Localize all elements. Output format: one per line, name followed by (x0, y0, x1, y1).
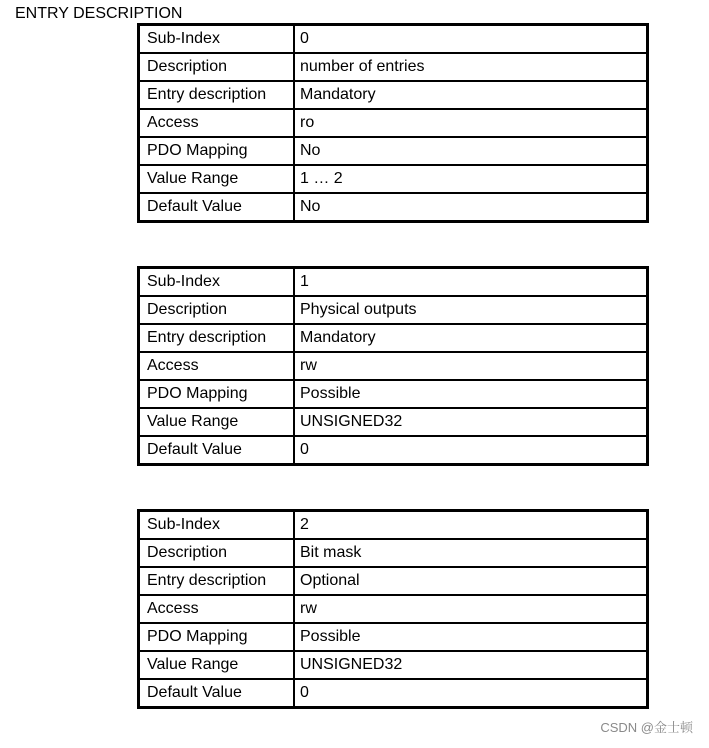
page-title: ENTRY DESCRIPTION (15, 5, 183, 22)
table-row (139, 81, 648, 109)
entry-table-sub-index-0 (137, 23, 649, 223)
label-access: Access (139, 352, 295, 380)
label-value-range: Value Range (139, 165, 295, 193)
value-sub-index: 1 (294, 268, 648, 297)
value-description: Bit mask (294, 539, 648, 567)
table-row (139, 324, 648, 352)
table-row (139, 511, 648, 540)
label-default-value: Default Value (139, 193, 295, 222)
value-entry-description: Mandatory (294, 81, 648, 109)
table-row (139, 193, 648, 222)
value-sub-index: 0 (294, 25, 648, 54)
value-entry-description: Optional (294, 567, 648, 595)
table-row (139, 109, 648, 137)
table-row (139, 296, 648, 324)
table-row (139, 436, 648, 465)
watermark: CSDN @金士顿 (600, 720, 693, 735)
table-row (139, 352, 648, 380)
label-entry-description: Entry description (139, 324, 295, 352)
value-value-range: 1 … 2 (294, 165, 648, 193)
label-entry-description: Entry description (139, 81, 295, 109)
table-row (139, 25, 648, 54)
label-value-range: Value Range (139, 651, 295, 679)
value-pdo-mapping: Possible (294, 380, 648, 408)
label-access: Access (139, 109, 295, 137)
table-row (139, 165, 648, 193)
table-row (139, 137, 648, 165)
table-row (139, 380, 648, 408)
value-access: rw (294, 352, 648, 380)
entry-table-sub-index-1 (137, 266, 649, 466)
table-row (139, 408, 648, 436)
entry-table-sub-index-2 (137, 509, 649, 709)
label-description: Description (139, 539, 295, 567)
value-access: rw (294, 595, 648, 623)
value-pdo-mapping: No (294, 137, 648, 165)
label-sub-index: Sub-Index (139, 25, 295, 54)
value-default-value: 0 (294, 436, 648, 465)
table-row (139, 268, 648, 297)
label-sub-index: Sub-Index (139, 268, 295, 297)
label-value-range: Value Range (139, 408, 295, 436)
value-value-range: UNSIGNED32 (294, 408, 648, 436)
label-description: Description (139, 296, 295, 324)
value-access: ro (294, 109, 648, 137)
table-row (139, 539, 648, 567)
label-entry-description: Entry description (139, 567, 295, 595)
label-sub-index: Sub-Index (139, 511, 295, 540)
table-row (139, 567, 648, 595)
label-pdo-mapping: PDO Mapping (139, 137, 295, 165)
table-row (139, 53, 648, 81)
label-default-value: Default Value (139, 436, 295, 465)
value-default-value: No (294, 193, 648, 222)
value-pdo-mapping: Possible (294, 623, 648, 651)
value-description: Physical outputs (294, 296, 648, 324)
value-sub-index: 2 (294, 511, 648, 540)
label-pdo-mapping: PDO Mapping (139, 380, 295, 408)
value-description: number of entries (294, 53, 648, 81)
label-default-value: Default Value (139, 679, 295, 708)
table-row (139, 679, 648, 708)
table-row (139, 595, 648, 623)
value-value-range: UNSIGNED32 (294, 651, 648, 679)
table-row (139, 651, 648, 679)
table-row (139, 623, 648, 651)
value-default-value: 0 (294, 679, 648, 708)
label-access: Access (139, 595, 295, 623)
label-description: Description (139, 53, 295, 81)
label-pdo-mapping: PDO Mapping (139, 623, 295, 651)
value-entry-description: Mandatory (294, 324, 648, 352)
